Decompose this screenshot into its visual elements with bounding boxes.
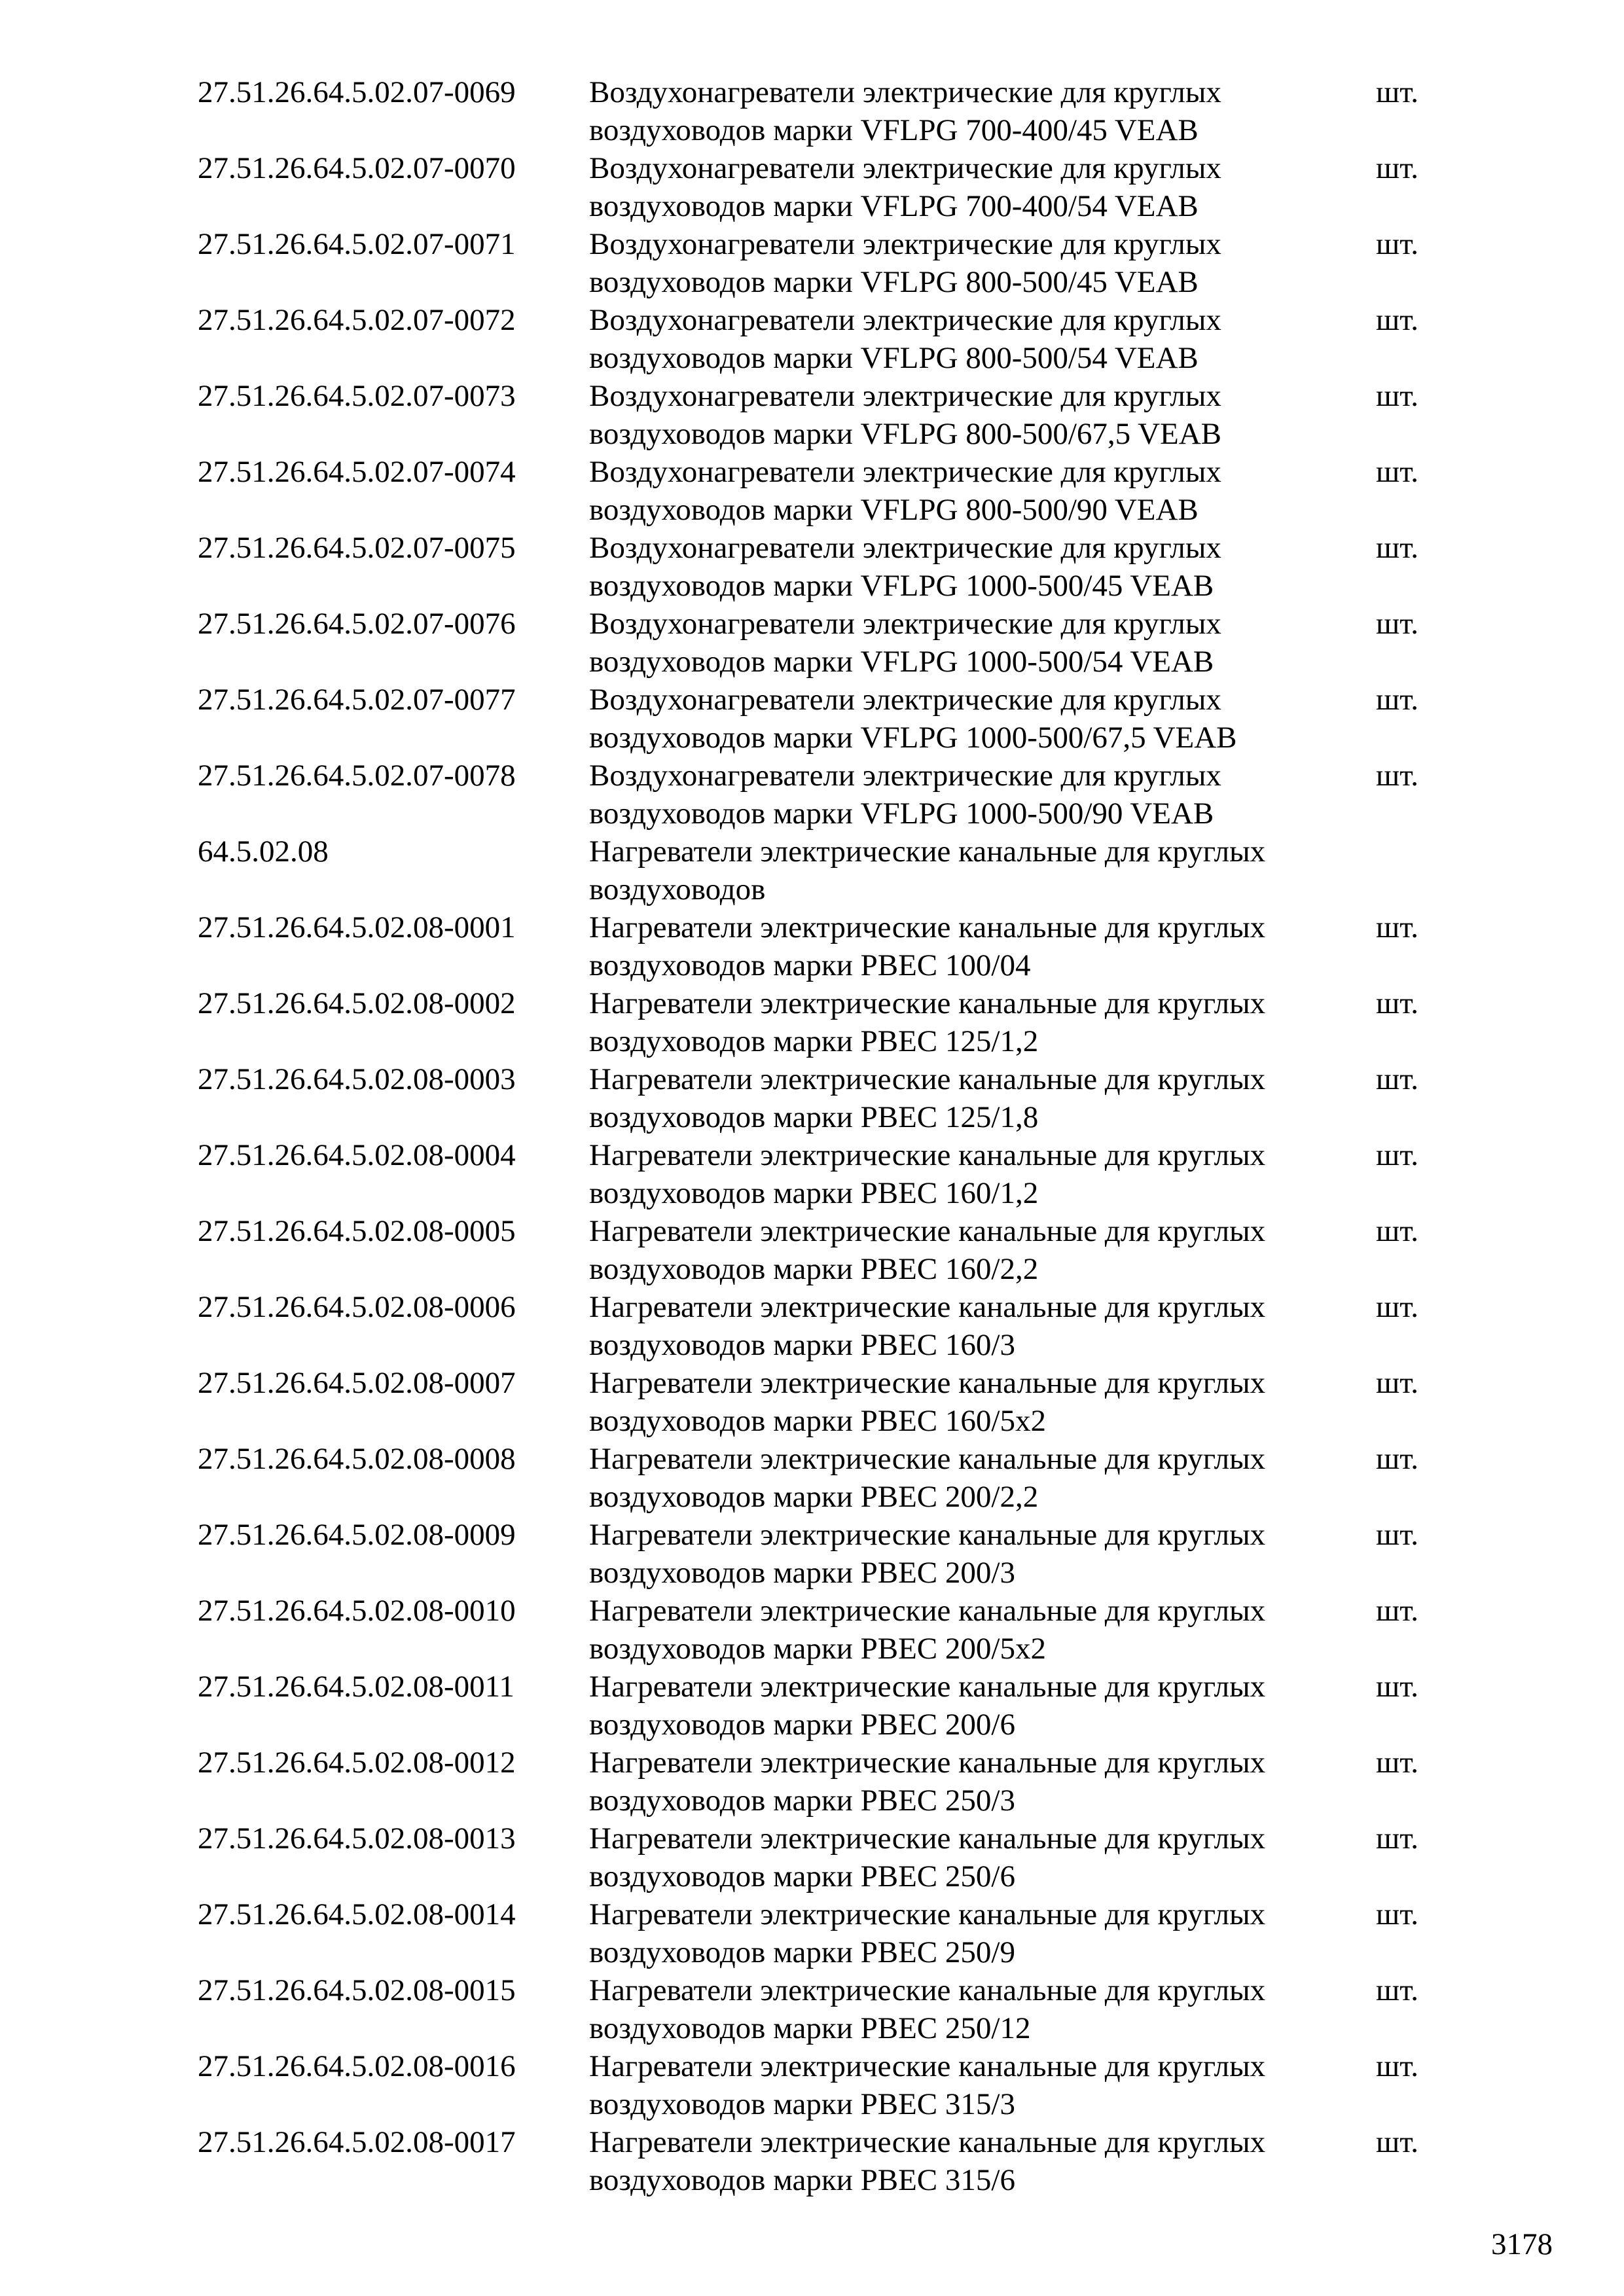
item-unit: шт. — [1376, 1062, 1418, 1096]
item-name-line-2: воздуховодов марки PBEC 200/3 — [589, 1556, 1015, 1590]
item-name — [589, 1440, 1266, 1516]
item-name — [589, 757, 1263, 833]
item-name-line-2: воздуховодов марки VFLPG 1000-500/54 VEAB — [589, 645, 1214, 679]
table-row — [198, 681, 1441, 757]
item-unit: шт. — [1376, 1138, 1418, 1172]
item-name — [589, 1060, 1266, 1136]
item-name-line-2: воздуховодов марки PBEC 250/12 — [589, 2011, 1031, 2045]
item-name-line-2: воздуховодов марки PBEC 160/2,2 — [589, 1252, 1039, 1286]
item-name-line-2: воздуховодов марки PBEC 315/3 — [589, 2087, 1015, 2121]
table-row — [198, 377, 1441, 453]
item-unit: шт. — [1376, 1897, 1418, 1931]
item-name-line-1: Нагреватели электрические канальные для круглых — [589, 1594, 1266, 1628]
item-name-line-2: воздуховодов марки PBEC 315/6 — [589, 2163, 1015, 2197]
item-code: 27.51.26.64.5.02.08-0003 — [198, 1062, 516, 1096]
item-name-line-2: воздуховодов марки PBEC 160/3 — [589, 1328, 1015, 1362]
item-name — [589, 377, 1263, 453]
table-row — [198, 1136, 1441, 1212]
item-name-line-1: Воздухонагреватели электрические для круглых — [589, 151, 1221, 185]
item-code: 27.51.26.64.5.02.07-0078 — [198, 759, 516, 793]
item-code: 27.51.26.64.5.02.08-0011 — [198, 1670, 514, 1704]
item-code: 27.51.26.64.5.02.08-0017 — [198, 2125, 516, 2159]
item-name-line-1: Воздухонагреватели электрические для круглых — [589, 531, 1221, 565]
item-code: 27.51.26.64.5.02.07-0070 — [198, 151, 516, 185]
item-name-line-1: Нагреватели электрические канальные для круглых — [589, 1821, 1266, 1856]
item-name-line-1: Нагреватели электрические канальные для круглых — [589, 1518, 1266, 1552]
item-code: 27.51.26.64.5.02.08-0010 — [198, 1594, 516, 1628]
item-name-line-1: Воздухонагреватели электрические для круглых — [589, 303, 1221, 337]
item-name-line-2: воздуховодов марки VFLPG 800-500/45 VEAB — [589, 265, 1199, 299]
table-row — [198, 1971, 1441, 2047]
page-number: 3178 — [1491, 2227, 1553, 2261]
item-name-line-1: Воздухонагреватели электрические для круглых — [589, 75, 1221, 109]
item-unit: шт. — [1376, 1746, 1418, 1780]
table-row — [198, 1895, 1441, 1971]
item-code: 27.51.26.64.5.02.07-0072 — [198, 303, 516, 337]
item-unit: шт. — [1376, 1290, 1418, 1324]
item-unit: шт. — [1376, 1594, 1418, 1628]
price-list-table — [198, 73, 1441, 2199]
item-unit: шт. — [1376, 303, 1418, 337]
item-name-line-2: воздуховодов марки PBEC 160/1,2 — [589, 1176, 1039, 1210]
item-name-line-1: Воздухонагреватели электрические для круглых — [589, 607, 1221, 641]
item-unit: шт. — [1376, 455, 1418, 489]
item-name — [589, 1744, 1266, 1820]
item-name — [589, 1364, 1266, 1440]
item-name-line-1: Нагреватели электрические канальные для круглых — [589, 1670, 1266, 1704]
item-unit: шт. — [1376, 1973, 1418, 2007]
item-name-line-1: Воздухонагреватели электрические для круглых — [589, 379, 1221, 413]
item-code: 27.51.26.64.5.02.08-0012 — [198, 1746, 516, 1780]
table-row — [198, 605, 1441, 681]
item-name-line-2: воздуховодов марки PBEC 200/6 — [589, 1708, 1015, 1742]
item-name-line-2: воздуховодов марки PBEC 200/2,2 — [589, 1480, 1039, 1514]
item-code: 27.51.26.64.5.02.07-0074 — [198, 455, 516, 489]
item-name-line-1: Воздухонагреватели электрические для круглых — [589, 683, 1221, 717]
table-row — [198, 73, 1441, 149]
item-code: 27.51.26.64.5.02.08-0013 — [198, 1821, 516, 1856]
item-unit: шт. — [1376, 1214, 1418, 1248]
table-row — [198, 908, 1441, 984]
item-name-line-2: воздуховодов — [589, 872, 766, 906]
item-unit: шт. — [1376, 531, 1418, 565]
item-unit: шт. — [1376, 75, 1418, 109]
table-row — [198, 1668, 1441, 1744]
item-unit: шт. — [1376, 1518, 1418, 1552]
item-name-line-1: Нагреватели электрические канальные для круглых — [589, 910, 1266, 944]
item-name — [589, 1136, 1266, 1212]
item-unit: шт. — [1376, 607, 1418, 641]
item-name — [589, 1971, 1266, 2047]
item-name — [589, 605, 1263, 681]
item-unit: шт. — [1376, 1366, 1418, 1400]
item-code: 27.51.26.64.5.02.08-0001 — [198, 910, 516, 944]
item-code: 27.51.26.64.5.02.07-0076 — [198, 607, 516, 641]
table-row — [198, 529, 1441, 605]
item-name-line-2: воздуховодов марки PBEC 200/5x2 — [589, 1632, 1046, 1666]
item-name-line-1: Нагреватели электрические канальные для круглых — [589, 1442, 1266, 1476]
item-name-line-1: Нагреватели электрические канальные для круглых — [589, 2049, 1266, 2083]
item-name-line-2: воздуховодов марки PBEC 250/6 — [589, 1859, 1015, 1893]
item-name-line-1: Нагреватели электрические канальные для круглых — [589, 986, 1266, 1020]
item-code: 27.51.26.64.5.02.08-0009 — [198, 1518, 516, 1552]
item-name — [589, 1516, 1266, 1592]
item-name-line-1: Нагреватели электрические канальные для круглых — [589, 1062, 1266, 1096]
item-unit: шт. — [1376, 379, 1418, 413]
item-code: 27.51.26.64.5.02.08-0006 — [198, 1290, 516, 1324]
item-name-line-2: воздуховодов марки VFLPG 1000-500/45 VEAB — [589, 569, 1214, 603]
item-name — [589, 2047, 1266, 2123]
item-name-line-1: Нагреватели электрические канальные для круглых — [589, 1290, 1266, 1324]
item-name-line-2: воздуховодов марки VFLPG 800-500/90 VEAB — [589, 493, 1199, 527]
item-unit: шт. — [1376, 910, 1418, 944]
item-name — [589, 301, 1263, 377]
table-row — [198, 984, 1441, 1060]
item-name-line-1: Воздухонагреватели электрические для круглых — [589, 227, 1221, 261]
item-name-line-1: Нагреватели электрические канальные для круглых — [589, 2125, 1266, 2159]
table-row — [198, 301, 1441, 377]
item-unit: шт. — [1376, 1442, 1418, 1476]
item-name-line-1: Нагреватели электрические канальные для круглых — [589, 1366, 1266, 1400]
item-name — [589, 225, 1263, 301]
table-row — [198, 757, 1441, 833]
item-name — [589, 2123, 1266, 2199]
item-name-line-1: Нагреватели электрические канальные для круглых — [589, 1897, 1266, 1931]
item-unit: шт. — [1376, 227, 1418, 261]
item-unit: шт. — [1376, 683, 1418, 717]
item-name-line-1: Воздухонагреватели электрические для круглых — [589, 759, 1221, 793]
item-code: 27.51.26.64.5.02.07-0071 — [198, 227, 516, 261]
item-unit: шт. — [1376, 986, 1418, 1020]
table-row — [198, 453, 1441, 529]
item-name-line-2: воздуховодов марки VFLPG 1000-500/67,5 VEAB — [589, 721, 1237, 755]
item-name — [589, 1668, 1266, 1744]
item-name — [589, 149, 1263, 225]
item-code: 27.51.26.64.5.02.08-0015 — [198, 1973, 516, 2007]
item-name-line-2: воздуховодов марки PBEC 125/1,2 — [589, 1024, 1039, 1058]
table-row — [198, 1744, 1441, 1820]
item-name — [589, 453, 1263, 529]
item-name-line-1: Нагреватели электрические канальные для круглых — [589, 1973, 1266, 2007]
item-name-line-2: воздуховодов марки VFLPG 700-400/45 VEAB — [589, 113, 1199, 147]
item-name-line-2: воздуховодов марки VFLPG 800-500/54 VEAB — [589, 341, 1199, 375]
item-code: 27.51.26.64.5.02.07-0077 — [198, 683, 516, 717]
table-row — [198, 225, 1441, 301]
item-code: 27.51.26.64.5.02.08-0002 — [198, 986, 516, 1020]
item-name — [589, 1288, 1266, 1364]
item-name-line-2: воздуховодов марки VFLPG 700-400/54 VEAB — [589, 189, 1199, 223]
item-name — [589, 1820, 1266, 1895]
item-name-line-1: Нагреватели электрические канальные для круглых — [589, 1138, 1266, 1172]
item-unit: шт. — [1376, 1670, 1418, 1704]
table-row — [198, 2123, 1441, 2199]
item-name-line-1: Воздухонагреватели электрические для круглых — [589, 455, 1221, 489]
item-name-line-2: воздуховодов марки PBEC 250/3 — [589, 1784, 1015, 1818]
item-name-line-1: Нагреватели электрические канальные для круглых — [589, 834, 1266, 869]
table-row — [198, 2047, 1441, 2123]
item-name-line-2: воздуховодов марки PBEC 100/04 — [589, 948, 1031, 982]
item-code: 27.51.26.64.5.02.08-0014 — [198, 1897, 516, 1931]
item-name-line-2: воздуховодов марки PBEC 160/5x2 — [589, 1404, 1046, 1438]
item-code: 27.51.26.64.5.02.07-0075 — [198, 531, 516, 565]
item-name — [589, 681, 1263, 757]
item-name-line-2: воздуховодов марки PBEC 125/1,8 — [589, 1100, 1039, 1134]
item-name — [589, 908, 1266, 984]
table-row — [198, 1516, 1441, 1592]
table-row — [198, 833, 1441, 908]
item-name — [589, 984, 1266, 1060]
item-code: 27.51.26.64.5.02.08-0005 — [198, 1214, 516, 1248]
item-name — [589, 833, 1266, 908]
item-unit: шт. — [1376, 151, 1418, 185]
item-code: 27.51.26.64.5.02.07-0073 — [198, 379, 516, 413]
table-row — [198, 1364, 1441, 1440]
item-code: 27.51.26.64.5.02.07-0069 — [198, 75, 516, 109]
item-code: 27.51.26.64.5.02.08-0004 — [198, 1138, 516, 1172]
item-name — [589, 1895, 1266, 1971]
table-row — [198, 149, 1441, 225]
item-name-line-2: воздуховодов марки PBEC 250/9 — [589, 1935, 1015, 1969]
item-code: 27.51.26.64.5.02.08-0016 — [198, 2049, 516, 2083]
item-code: 64.5.02.08 — [198, 834, 329, 869]
item-name — [589, 1592, 1266, 1668]
table-row — [198, 1288, 1441, 1364]
table-row — [198, 1212, 1441, 1288]
item-code: 27.51.26.64.5.02.08-0008 — [198, 1442, 516, 1476]
table-row — [198, 1060, 1441, 1136]
item-name-line-1: Нагреватели электрические канальные для круглых — [589, 1746, 1266, 1780]
item-name — [589, 529, 1263, 605]
item-unit: шт. — [1376, 1821, 1418, 1856]
table-row — [198, 1440, 1441, 1516]
table-row — [198, 1592, 1441, 1668]
item-name-line-2: воздуховодов марки VFLPG 800-500/67,5 VEAB — [589, 417, 1222, 451]
item-name — [589, 1212, 1266, 1288]
table-row — [198, 1820, 1441, 1895]
item-name-line-2: воздуховодов марки VFLPG 1000-500/90 VEAB — [589, 797, 1214, 831]
item-unit: шт. — [1376, 2125, 1418, 2159]
item-code: 27.51.26.64.5.02.08-0007 — [198, 1366, 516, 1400]
item-unit: шт. — [1376, 759, 1418, 793]
item-name-line-1: Нагреватели электрические канальные для круглых — [589, 1214, 1266, 1248]
item-name — [589, 73, 1263, 149]
item-unit: шт. — [1376, 2049, 1418, 2083]
